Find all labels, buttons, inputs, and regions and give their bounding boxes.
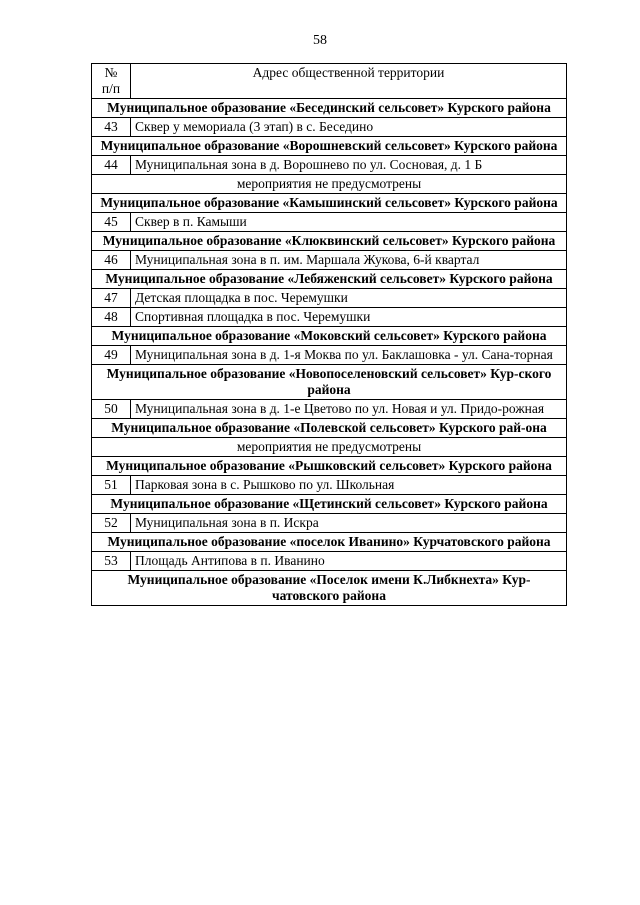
table-row — [92, 457, 567, 476]
row-address: Спортивная площадка в пос. Черемушки — [131, 308, 567, 327]
table-row — [92, 571, 567, 606]
table-row — [92, 365, 567, 400]
row-number: 48 — [92, 308, 131, 327]
table-row — [92, 346, 567, 365]
municipality-heading: Муниципальное образование «Полевской сельсовет» Курского рай-она — [92, 419, 567, 438]
municipality-heading: Муниципальное образование «Поселок имени К.Либкнехта» Кур-чатовского района — [92, 571, 567, 606]
row-number: 47 — [92, 289, 131, 308]
table-row — [92, 514, 567, 533]
table-row — [92, 175, 567, 194]
table-header-row — [92, 64, 567, 99]
municipality-heading: Муниципальное образование «Рышковский сельсовет» Курского района — [92, 457, 567, 476]
table-row — [92, 400, 567, 419]
table-row — [92, 156, 567, 175]
row-address: Муниципальная зона в д. Ворошнево по ул. Сосновая, д. 1 Б — [131, 156, 567, 175]
row-address: Площадь Антипова в п. Иванино — [131, 552, 567, 571]
table-row — [92, 232, 567, 251]
table-row — [92, 270, 567, 289]
note-row: мероприятия не предусмотрены — [92, 175, 567, 194]
row-address: Сквер у мемориала (3 этап) в с. Беседино — [131, 118, 567, 137]
table-row — [92, 327, 567, 346]
row-number: 45 — [92, 213, 131, 232]
row-number: 43 — [92, 118, 131, 137]
row-address: Парковая зона в с. Рышково по ул. Школьная — [131, 476, 567, 495]
row-number: 44 — [92, 156, 131, 175]
table-row — [92, 213, 567, 232]
municipality-heading: Муниципальное образование «Новопоселеновский сельсовет» Кур-ского района — [92, 365, 567, 400]
territory-table — [91, 63, 567, 606]
table-row — [92, 438, 567, 457]
row-number: 51 — [92, 476, 131, 495]
table-row — [92, 476, 567, 495]
municipality-heading: Муниципальное образование «Камышинский сельсовет» Курского района — [92, 194, 567, 213]
table-row — [92, 289, 567, 308]
municipality-heading: Муниципальное образование «Щетинский сельсовет» Курского района — [92, 495, 567, 514]
row-address: Детская площадка в пос. Черемушки — [131, 289, 567, 308]
municipality-heading: Муниципальное образование «Бесединский сельсовет» Курского района — [92, 99, 567, 118]
table-row — [92, 552, 567, 571]
row-address: Муниципальная зона в п. Искра — [131, 514, 567, 533]
table-row — [92, 99, 567, 118]
municipality-heading: Муниципальное образование «Клюквинский сельсовет» Курского района — [92, 232, 567, 251]
col-header-num: № п/п — [92, 64, 131, 99]
municipality-heading: Муниципальное образование «поселок Иванино» Курчатовского района — [92, 533, 567, 552]
row-address: Сквер в п. Камыши — [131, 213, 567, 232]
row-number: 53 — [92, 552, 131, 571]
row-address: Муниципальная зона в д. 1-е Цветово по ул. Новая и ул. Придо-рожная — [131, 400, 567, 419]
row-address: Муниципальная зона в д. 1-я Моква по ул. Баклашовка - ул. Сана-торная — [131, 346, 567, 365]
table-row — [92, 419, 567, 438]
municipality-heading: Муниципальное образование «Ворошневский сельсовет» Курского района — [92, 137, 567, 156]
page-number: 58 — [313, 33, 327, 48]
row-number: 52 — [92, 514, 131, 533]
table-row — [92, 251, 567, 270]
table-row — [92, 308, 567, 327]
municipality-heading: Муниципальное образование «Моковский сельсовет» Курского района — [92, 327, 567, 346]
row-address: Муниципальная зона в п. им. Маршала Жукова, 6-й квартал — [131, 251, 567, 270]
note-row: мероприятия не предусмотрены — [92, 438, 567, 457]
table-row — [92, 194, 567, 213]
col-header-address: Адрес общественной территории — [131, 64, 567, 99]
table-row — [92, 118, 567, 137]
row-number: 50 — [92, 400, 131, 419]
row-number: 46 — [92, 251, 131, 270]
row-number: 49 — [92, 346, 131, 365]
table-row — [92, 533, 567, 552]
table-row — [92, 495, 567, 514]
municipality-heading: Муниципальное образование «Лебяженский сельсовет» Курского района — [92, 270, 567, 289]
table-row — [92, 137, 567, 156]
